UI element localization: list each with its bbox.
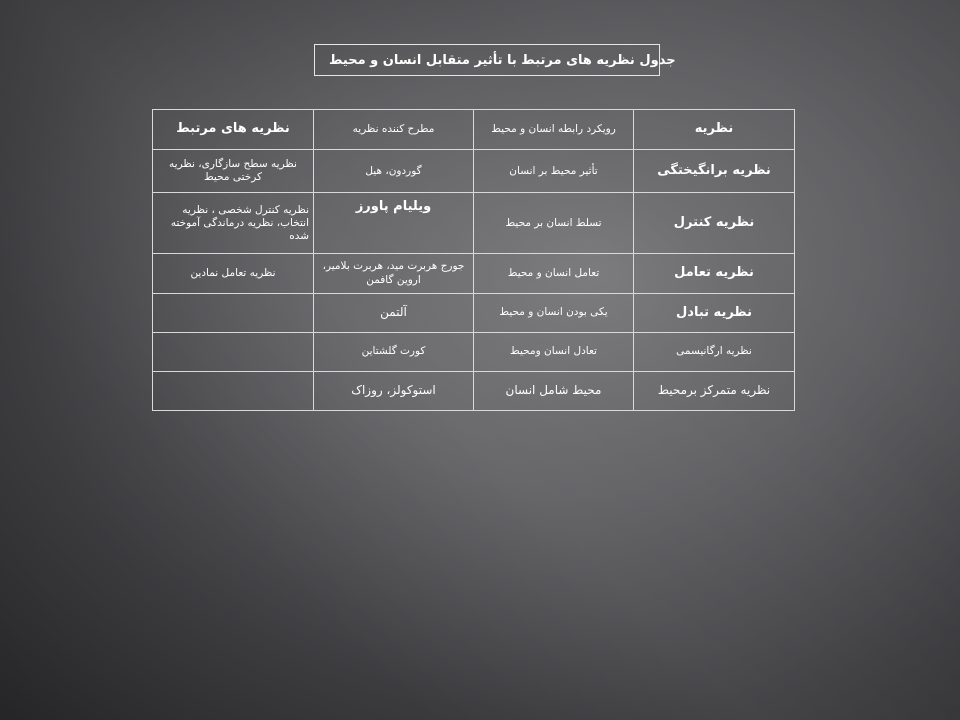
cell-proposer: استوکولز، روزاک <box>314 371 474 410</box>
cell-theory: نظریه تبادل <box>634 293 795 332</box>
header-theory: نظریه <box>634 110 795 150</box>
cell-approach: تعادل انسان ومحیط <box>474 332 634 371</box>
table-row <box>153 193 795 254</box>
cell-approach: تأثیر محیط بر انسان <box>474 150 634 193</box>
cell-proposer: آلتمن <box>314 293 474 332</box>
header-related-theories: نظریه های مرتبط <box>153 110 314 150</box>
cell-related: نظریه تعامل نمادین <box>153 254 314 293</box>
header-approach: رویکرد رابطه انسان و محیط <box>474 110 634 150</box>
table-row <box>153 254 795 293</box>
cell-approach: محیط شامل انسان <box>474 371 634 410</box>
cell-related <box>153 332 314 371</box>
table-row <box>153 371 795 410</box>
cell-theory: نظریه ارگانیسمی <box>634 332 795 371</box>
cell-related: نظریه سطح سازگاری، نظریه کرختی محیط <box>153 150 314 193</box>
table-row <box>153 150 795 193</box>
cell-approach: یکی بودن انسان و محیط <box>474 293 634 332</box>
theories-table <box>152 109 795 411</box>
cell-approach: تعامل انسان و محیط <box>474 254 634 293</box>
cell-related: نظریه کنترل شخصی ، نظریه انتخاب، نظریه درماندگی آموخته شده <box>153 193 314 254</box>
cell-related <box>153 293 314 332</box>
cell-theory: نظریه متمرکز برمحیط <box>634 371 795 410</box>
cell-theory: نظریه برانگیختگی <box>634 150 795 193</box>
cell-proposer: کورت گلشتاین <box>314 332 474 371</box>
cell-related <box>153 371 314 410</box>
table-header-row <box>153 110 795 150</box>
slide-title-box <box>314 44 676 76</box>
cell-proposer: جورج هربرت مید، هربرت بلامیر، اروین گافمن <box>314 254 474 293</box>
cell-approach: تسلط انسان بر محیط <box>474 193 634 254</box>
table-row <box>153 332 795 371</box>
slide-title: جدول نظریه های مرتبط با تأثیر متقابل انسان و محیط <box>329 52 676 68</box>
header-proposer: مطرح کننده نظریه <box>314 110 474 150</box>
cell-proposer: ویلیام پاورز <box>314 193 474 254</box>
cell-theory: نظریه کنترل <box>634 193 795 254</box>
table-row <box>153 293 795 332</box>
cell-proposer: گوردون، هیل <box>314 150 474 193</box>
cell-theory: نظریه تعامل <box>634 254 795 293</box>
